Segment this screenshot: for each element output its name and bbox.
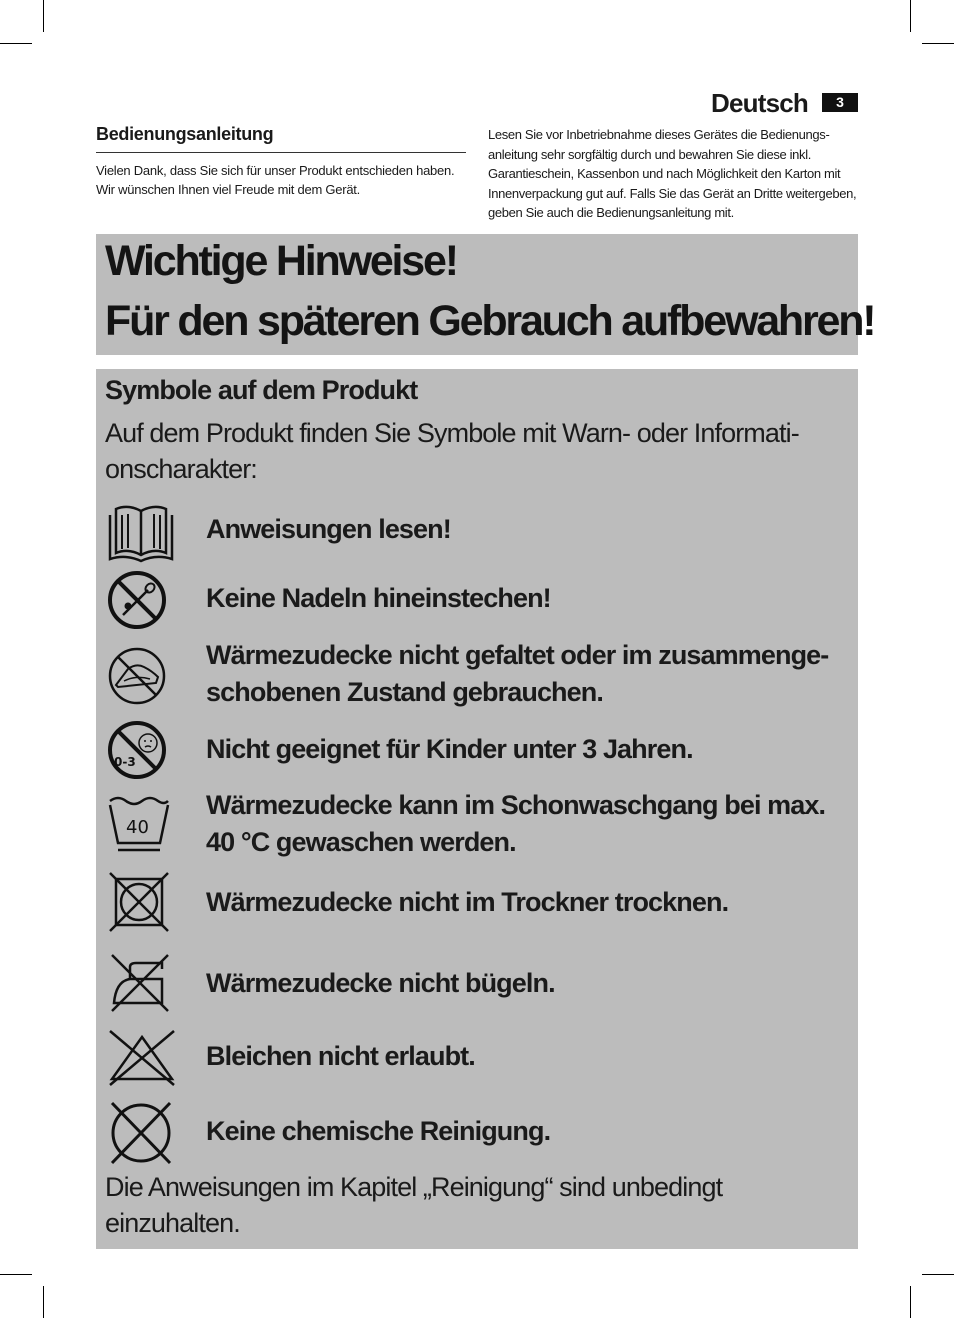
symbol-text: Wärmezudecke nicht bügeln. [206,968,555,998]
document-title: Bedienungsanleitung [96,124,466,153]
crop-mark [910,0,911,32]
icon-label: 40 [126,817,149,838]
no-folded-blanket-icon [106,645,168,707]
no-dry-cleaning-icon [106,1099,176,1167]
crop-mark [0,43,32,44]
no-bleach-icon [106,1029,178,1087]
no-ironing-icon [106,951,172,1013]
icon-label: 0-3 [114,755,136,769]
no-needles-icon [106,569,168,631]
page-number: 3 [822,93,858,112]
crop-mark [43,1286,44,1318]
banner-heading-line2: Für den späteren Gebrauch aufbewahren! [105,297,875,345]
symbol-text: Anweisungen lesen! [206,514,451,544]
no-children-icon [106,719,168,781]
important-notice-banner [96,234,875,355]
wash-40-icon [106,795,172,855]
crop-mark [910,1286,911,1318]
crop-mark [922,43,954,44]
section-title: Symbole auf dem Produkt [105,375,418,405]
section-outro: Die Anweisungen im Kapitel „Reinigung“ sind unbedingt einzuhalten. [105,1172,723,1238]
symbol-text: Wärmezudecke nicht gefaltet oder im zusammengeschobenen Zustand gebrauchen. [206,640,830,707]
symbol-text: Keine chemische Reinigung. [206,1116,551,1146]
crop-mark [0,1274,32,1275]
intro-text-left: Vielen Dank, dass Sie sich für unser Produkt entschieden haben. Wir wünschen Ihnen viel Freude mit dem Gerät. [96,163,455,197]
intro-text-right: Lesen Sie vor Inbetriebnahme dieses Gerätes die Bedienungsanleitung sehr sorgfältig durch und bewahren Sie diese inkl. Garantieschein, Kassenbon und nach Möglichkeit den Karton mit Innenverpackung gut auf. Falls Sie das Gerät an Dritte weitergeben, geben Sie auch die Bedienungsanleitung mit. [488,127,857,220]
symbol-text: Wärmezudecke nicht im Trockner trocknen. [206,887,729,917]
intro-left-column [96,124,466,199]
language-label: Deutsch [711,88,808,118]
open-book-icon [106,501,176,563]
crop-mark [922,1274,954,1275]
symbol-text: Wärmezudecke kann im Schonwaschgang bei max. 40 °C gewaschen werden. [206,790,826,857]
crop-mark [43,0,44,32]
symbol-text: Nicht geeignet für Kinder unter 3 Jahren. [206,734,693,764]
symbol-text: Bleichen nicht erlaubt. [206,1041,475,1071]
banner-heading-line1: Wichtige Hinweise! [105,237,457,285]
section-intro: Auf dem Produkt finden Sie Symbole mit Warn- oder Informationscharakter: [105,418,800,484]
symbol-text: Keine Nadeln hineinstechen! [206,583,551,613]
symbols-panel [96,369,858,1249]
no-tumble-dry-icon [106,871,172,933]
